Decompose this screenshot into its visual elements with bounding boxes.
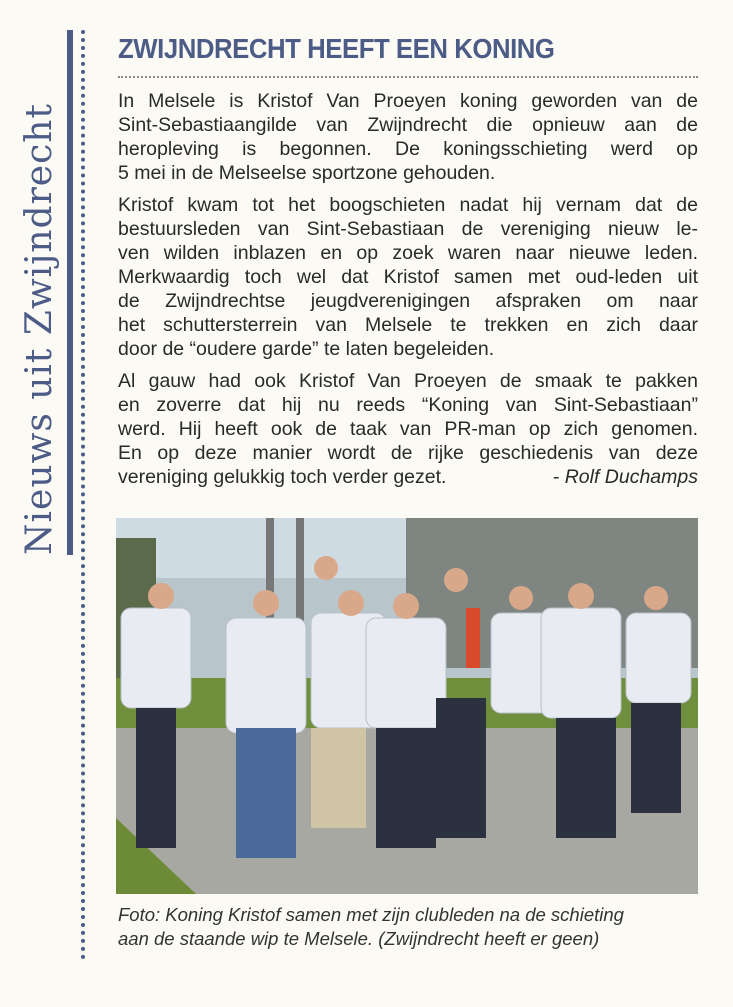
photo-caption — [118, 903, 698, 951]
group-photo — [116, 518, 698, 894]
paragraph-1 — [118, 89, 698, 185]
section-title: Nieuws uit Zwijndrecht — [19, 103, 60, 555]
text-line: vereniging gelukkig toch verder gezet. — [118, 466, 447, 488]
paragraph-2 — [118, 193, 698, 361]
article-title: ZWIJNDRECHT HEEFT EEN KONING — [118, 33, 555, 64]
text-line: heropleving is begonnen. De koningsschieting werd op — [118, 138, 698, 160]
text-line: En op deze manier wordt de rijke geschiedenis van deze — [118, 442, 698, 464]
caption-line: Foto: Koning Kristof samen met zijn clubleden na de schieting — [118, 904, 624, 925]
article-body — [118, 89, 698, 497]
text-line: 5 mei in de Melseelse sportzone gehouden. — [118, 162, 496, 184]
text-line: Sint-Sebastiaangilde van Zwijndrecht die opnieuw aan de — [118, 114, 698, 136]
dotted-divider-vertical — [81, 30, 85, 960]
sidebar-bar — [67, 30, 73, 555]
text-line: en zoverre dat hij nu reeds “Koning van Sint-Sebastiaan” — [118, 394, 698, 416]
author-signature: - Rolf Duchamps — [552, 466, 698, 488]
text-line: het schuttersterrein van Melsele te trekken en zich daar — [118, 314, 698, 336]
text-line: de Zwijndrechtse jeugdverenigingen afspraken om naar — [118, 290, 698, 312]
closing-line — [118, 465, 698, 489]
text-line: door de “oudere garde” te laten begeleiden. — [118, 338, 495, 360]
text-line: Kristof kwam tot het boogschieten nadat hij vernam dat de — [118, 194, 698, 216]
text-line: bestuursleden van Sint-Sebastiaan de vereniging nieuw le- — [118, 218, 698, 240]
text-line: ven wilden inblazen en op zoek waren naar nieuwe leden. — [118, 242, 698, 264]
text-line: Al gauw had ook Kristof Van Proeyen de smaak te pakken — [118, 370, 698, 392]
text-line: Merkwaardig toch wel dat Kristof samen met oud-leden uit — [118, 266, 698, 288]
paragraph-3 — [118, 369, 698, 489]
dotted-divider-horizontal — [118, 76, 698, 78]
text-line: In Melsele is Kristof Van Proeyen koning geworden van de — [118, 90, 698, 112]
text-line: werd. Hij heeft ook de taak van PR-man op zich genomen. — [118, 418, 698, 440]
caption-line: aan de staande wip te Melsele. (Zwijndrecht heeft er geen) — [118, 928, 600, 949]
